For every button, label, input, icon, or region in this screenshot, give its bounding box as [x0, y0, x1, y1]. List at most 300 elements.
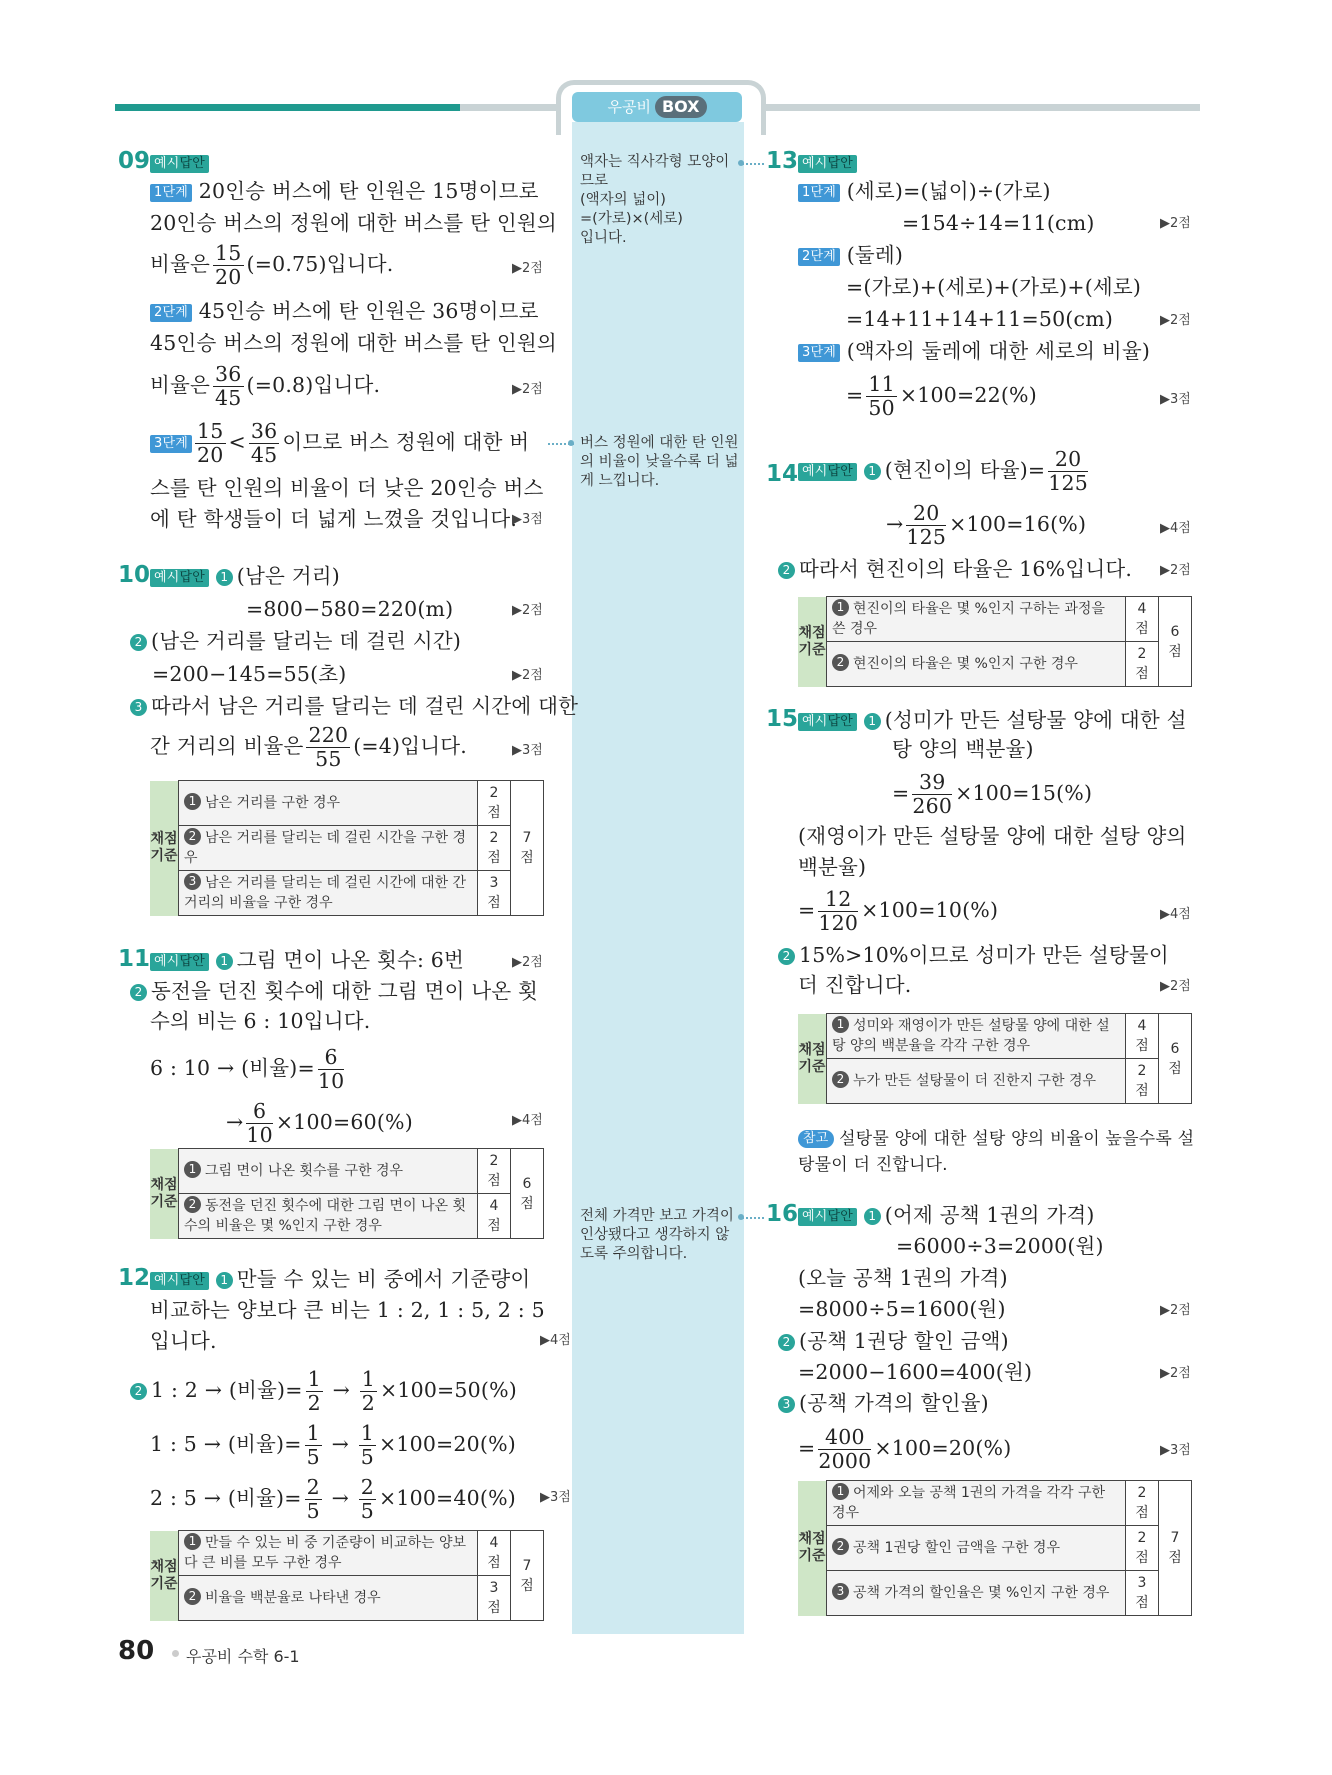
q15-scoring-table — [798, 1013, 1192, 1104]
q11-score-2-points: 4점 — [478, 1194, 511, 1239]
tag-example-b: 답안 — [827, 714, 854, 729]
q15-score-row-2 — [827, 1059, 1126, 1104]
q16-l7: (공책 가격의 할인율) — [799, 1391, 989, 1415]
circle-1-icon: 1 — [216, 1272, 233, 1289]
tag-example-b: 답안 — [827, 464, 854, 479]
q10-l4-points: ▶2점 — [512, 668, 543, 683]
q13-s1b: =154÷14=11(cm) — [902, 211, 1095, 235]
q13-s2-points: ▶2점 — [1160, 313, 1191, 328]
fraction-denominator: 2 — [307, 1391, 321, 1415]
q10-l2: =800−580=220(m) — [246, 597, 454, 621]
q09-number: 09 — [118, 148, 151, 174]
q11-l5-points: ▶4점 — [512, 1113, 543, 1128]
tag-example-a: 예시 — [802, 156, 828, 171]
q15-l8-points: ▶2점 — [1160, 979, 1191, 994]
q12-score-1-points: 4점 — [478, 1531, 511, 1576]
fraction-numerator: 1 — [307, 1367, 321, 1391]
q09-step1-line1 — [150, 178, 539, 204]
q09-example-tag — [150, 149, 209, 175]
q13-s1a: (세로)=(넓이)÷(가로) — [846, 179, 1051, 203]
q15-l5: 백분율) — [798, 855, 867, 879]
q09-s3a: 이므로 버스 정원에 대한 버 — [282, 430, 530, 454]
tag-example-b: 답안 — [179, 1273, 206, 1288]
step2-tag: 2단계 — [150, 304, 192, 322]
q15-l6-pre: = — [798, 898, 816, 922]
fraction-denominator: 50 — [868, 396, 895, 420]
q16-score-2-points: 2점 — [1126, 1526, 1159, 1571]
note-09 — [580, 434, 740, 491]
q13-s2a: (둘레) — [846, 243, 904, 267]
q12-line1 — [150, 1266, 530, 1292]
q12-r3-fraction-b — [359, 1476, 376, 1523]
q13-s3-pre: = — [846, 383, 864, 407]
q11-score-1-text: 그림 면이 나온 횟수를 구한 경우 — [205, 1163, 404, 1179]
q16-l5: (공책 1권당 할인 금액) — [799, 1329, 1009, 1353]
fraction-denominator: 260 — [912, 794, 953, 818]
q12-ratio-2 — [150, 1422, 516, 1469]
circle-2-icon: 2 — [130, 984, 147, 1001]
scoring-label: 채점 기준 — [150, 781, 179, 916]
q11-score-2-text: 동전을 던진 횟수에 대한 그림 면이 나온 횟수의 비율은 몇 %인지 구한 경우 — [184, 1198, 467, 1234]
fraction-denominator: 125 — [906, 525, 947, 549]
q09-s3-points: ▶3점 — [512, 512, 543, 527]
q14-l2-pre: → — [886, 512, 904, 536]
q12-r1-fraction-b — [360, 1368, 377, 1415]
q12-l3-points: ▶4점 — [540, 1333, 571, 1348]
q13-step3 — [798, 338, 1150, 364]
fraction-denominator: 5 — [306, 1499, 320, 1523]
q12-r3-points: ▶3점 — [540, 1490, 571, 1505]
q12-score-total: 7점 — [511, 1531, 544, 1621]
q09-step3-line1 — [150, 420, 529, 467]
q13-s2b: =(가로)+(세로)+(가로)+(세로) — [846, 275, 1142, 299]
q16-score-2-text: 공책 1권당 할인 금액을 구한 경우 — [853, 1540, 1060, 1556]
tag-example-a: 예시 — [802, 714, 828, 729]
q10-score-row-1 — [179, 781, 478, 826]
q10-line3 — [130, 628, 461, 654]
scoring-label: 채점 기준 — [798, 597, 827, 687]
arrow: → — [331, 1432, 349, 1456]
q15-l7: 15%>10%이므로 성미가 만든 설탕물이 — [799, 943, 1169, 967]
q12-l3: 입니다. — [150, 1329, 217, 1353]
q09-s2b: 45인승 버스의 정원에 대한 버스를 탄 인원의 — [150, 331, 557, 355]
q12-r1-post: ×100=50(%) — [379, 1378, 517, 1402]
q12-ratio-1 — [130, 1368, 517, 1415]
step3-tag: 3단계 — [798, 344, 840, 362]
fraction-numerator: 36 — [250, 419, 278, 443]
q12-r1-fraction-a — [306, 1368, 323, 1415]
scoring-label: 채점 기준 — [798, 1481, 827, 1616]
q11-score-row-1 — [179, 1149, 478, 1194]
q15-ref-b: 탕물이 더 진합니다. — [798, 1155, 948, 1175]
fraction-denominator: 20 — [197, 443, 224, 467]
q16-l4: =8000÷5=1600(원) — [798, 1297, 1006, 1321]
q10-l6-points: ▶3점 — [512, 743, 543, 758]
q11-fraction-1 — [318, 1046, 345, 1093]
circle-2-icon: 2 — [832, 1071, 849, 1088]
arrow: → — [331, 1486, 349, 1510]
circle-1-icon: 1 — [864, 713, 881, 730]
q14-score-1-text: 현진이의 타율은 몇 %인지 구하는 과정을 쓴 경우 — [832, 601, 1105, 637]
q12-r2-pre: 1 : 5 → (비율)= — [150, 1432, 302, 1456]
q11-l5-post: ×100=60(%) — [275, 1110, 413, 1134]
q16-l4-points: ▶2점 — [1160, 1303, 1191, 1318]
q11-score-row-2 — [179, 1194, 478, 1239]
scoring-label: 채점 기준 — [798, 1014, 827, 1104]
q12-r2-fraction-a — [305, 1422, 322, 1469]
fraction-denominator: 10 — [246, 1123, 273, 1147]
step1-tag: 1단계 — [798, 184, 840, 202]
q10-line1 — [150, 563, 340, 589]
fraction-numerator: 39 — [912, 771, 952, 795]
q13-s2c: =14+11+14+11=50(cm) — [846, 307, 1114, 331]
q16-score-total: 7점 — [1159, 1481, 1192, 1616]
circle-3-icon: 3 — [184, 873, 201, 890]
q16-fraction — [818, 1426, 871, 1473]
q10-score-1-text: 남은 거리를 구한 경우 — [205, 795, 341, 811]
fraction-numerator: 11 — [868, 372, 895, 396]
q16-l2: =6000÷3=2000(원) — [896, 1234, 1104, 1258]
circle-1-icon: 1 — [184, 793, 201, 810]
q15-line7 — [778, 942, 1169, 968]
note-16-leader — [742, 1217, 764, 1219]
circle-1-icon: 1 — [864, 463, 881, 480]
q16-l6: =2000−1600=400(원) — [798, 1360, 1033, 1384]
fraction-denominator: 2 — [361, 1391, 375, 1415]
tag-example-b: 답안 — [827, 1209, 854, 1224]
q10-l6-post: (=4)입니다. — [353, 734, 467, 758]
note-16-dot — [738, 1214, 744, 1220]
q09-s1c-pre: 비율은 — [150, 252, 211, 276]
q10-score-total: 7점 — [511, 781, 544, 916]
fraction-numerator: 6 — [318, 1046, 345, 1070]
q13-example-tag — [798, 149, 857, 175]
box-word: BOX — [655, 96, 707, 118]
q16-score-1-text: 어제와 오늘 공책 1권의 가격을 각각 구한 경우 — [832, 1485, 1105, 1521]
q15-l6-points: ▶4점 — [1160, 907, 1191, 922]
q15-l6-post: ×100=10(%) — [861, 898, 999, 922]
fraction-numerator: 220 — [308, 723, 349, 747]
tag-example-b: 답안 — [179, 156, 206, 171]
q15-ref-a: 설탕물 양에 대한 설탕 양의 비율이 높을수록 설 — [839, 1129, 1195, 1149]
footer-dot — [172, 1650, 179, 1657]
circle-1-icon: 1 — [184, 1533, 201, 1550]
q15-l2: 탕 양의 백분율) — [892, 737, 1034, 761]
q10-score-1-points: 2점 — [478, 781, 511, 826]
q09-s1c — [150, 242, 393, 289]
q09-fraction-2 — [213, 363, 244, 410]
q10-line5 — [130, 693, 578, 719]
q09-s1c-post: (=0.75)입니다. — [246, 252, 394, 276]
q15-line6 — [798, 888, 998, 935]
q16-scoring-table — [798, 1480, 1192, 1616]
tag-example-b: 답안 — [827, 156, 854, 171]
circle-2-icon: 2 — [184, 1196, 201, 1213]
fraction-denominator: 45 — [215, 386, 242, 410]
q15-score-2-points: 2점 — [1126, 1059, 1159, 1104]
box-column — [572, 122, 744, 1634]
q16-score-3-text: 공책 가격의 할인율은 몇 %인지 구한 경우 — [853, 1585, 1110, 1601]
q10-l2-points: ▶2점 — [512, 603, 543, 618]
tag-example-a: 예시 — [154, 1273, 180, 1288]
q15-fraction-2 — [818, 888, 858, 935]
q10-score-3-text: 남은 거리를 달리는 데 걸린 시간에 대한 간 거리의 비율을 구한 경우 — [184, 875, 467, 911]
q12-score-row-1 — [179, 1531, 478, 1576]
q14-score-2-text: 현진이의 타율은 몇 %인지 구한 경우 — [853, 656, 1078, 672]
fraction-numerator: 400 — [818, 1426, 871, 1450]
q09-s2c-post: (=0.8)입니다. — [246, 373, 381, 397]
q09-s2c — [150, 363, 380, 410]
q15-number: 15 — [766, 706, 799, 732]
q14-l3: 따라서 현진이의 타율은 16%입니다. — [799, 557, 1133, 581]
q11-number: 11 — [118, 946, 151, 972]
q15-score-1-text: 성미와 재영이가 만든 설탕물 양에 대한 설탕 양의 백분율을 각각 구한 경우 — [832, 1018, 1110, 1054]
note-09-text: 버스 정원에 대한 탄 인원의 비율이 낮을수록 더 넓게 느낍니다. — [580, 435, 739, 489]
q10-fraction — [306, 724, 350, 771]
q09-s2a: 45인승 버스에 탄 인원은 36명이므로 — [198, 299, 539, 323]
tag-example-a: 예시 — [802, 464, 828, 479]
q11-l5-pre: → — [226, 1110, 244, 1134]
fraction-numerator: 12 — [818, 888, 858, 912]
note-16 — [580, 1207, 740, 1264]
q10-number: 10 — [118, 562, 151, 588]
circle-1-icon: 1 — [832, 599, 849, 616]
q14-score-row-1 — [827, 597, 1126, 642]
note-13-leader — [742, 163, 764, 165]
fraction-denominator: 55 — [315, 747, 342, 771]
q16-l8-points: ▶3점 — [1160, 1443, 1191, 1458]
q12-score-row-2 — [179, 1576, 478, 1621]
circle-1-icon: 1 — [832, 1016, 849, 1033]
box-tab-label — [572, 92, 742, 122]
q14-score-2-points: 2점 — [1126, 642, 1159, 687]
q11-score-total: 6점 — [511, 1149, 544, 1239]
q15-l3-post: ×100=15(%) — [955, 781, 1093, 805]
tag-example-a: 예시 — [154, 570, 180, 585]
fraction-denominator: 2000 — [818, 1449, 872, 1473]
q16-l3: (오늘 공책 1권의 가격) — [798, 1266, 1008, 1290]
note-09-dot — [568, 440, 574, 446]
book-title: 우공비 수학 6-1 — [186, 1647, 300, 1666]
q14-line2 — [886, 502, 1086, 549]
q11-fraction-2 — [246, 1100, 273, 1147]
q16-line8 — [798, 1426, 1011, 1473]
note-16-text: 전체 가격만 보고 가격이 인상됐다고 생각하지 않도록 주의합니다. — [580, 1208, 734, 1262]
q12-score-1-text: 만들 수 있는 비 중 기준량이 비교하는 양보다 큰 비를 모두 구한 경우 — [184, 1535, 467, 1571]
fraction-denominator: 120 — [818, 911, 859, 935]
circle-2-icon: 2 — [184, 1588, 201, 1605]
q10-l4: =200−145=55(초) — [152, 662, 347, 686]
q10-score-row-2 — [179, 826, 478, 871]
circle-1-icon: 1 — [832, 1483, 849, 1500]
tag-example-a: 예시 — [154, 156, 180, 171]
circle-2-icon: 2 — [778, 1334, 795, 1351]
q09-s1-points: ▶2점 — [512, 261, 543, 276]
q12-r3-post: ×100=40(%) — [378, 1486, 516, 1510]
header-rule-dark — [115, 104, 460, 111]
note-13-text: 액자는 직사각형 모양이므로 (액자의 넓이) =(가로)×(세로) 입니다. — [580, 154, 730, 246]
q16-l6-points: ▶2점 — [1160, 1366, 1191, 1381]
fraction-denominator: 125 — [1048, 471, 1089, 495]
q12-r3-pre: 2 : 5 → (비율)= — [150, 1486, 302, 1510]
box-label-text: 우공비 — [607, 98, 651, 116]
q12-r2-fraction-b — [359, 1422, 376, 1469]
q11-scoring-table — [150, 1148, 544, 1239]
arrow: → — [332, 1378, 350, 1402]
q10-score-2-points: 2점 — [478, 826, 511, 871]
tag-example-b: 답안 — [179, 954, 206, 969]
q10-scoring-table — [150, 780, 544, 916]
fraction-denominator: 45 — [250, 443, 278, 467]
circle-2-icon: 2 — [778, 562, 795, 579]
q09-s3b: 스를 탄 인원의 비율이 더 낮은 20인승 버스 — [150, 476, 544, 500]
q14-line1 — [798, 448, 1091, 495]
fraction-denominator: 5 — [306, 1445, 320, 1469]
q16-line5 — [778, 1328, 1009, 1354]
circle-2-icon: 2 — [184, 828, 201, 845]
q16-score-row-3 — [827, 1571, 1126, 1616]
q12-r1-pre: 1 : 2 → (비율)= — [151, 1378, 303, 1402]
q14-score-row-2 — [827, 642, 1126, 687]
q13-fraction — [866, 373, 897, 420]
q12-ratio-3 — [150, 1476, 516, 1523]
fraction-numerator: 1 — [306, 1421, 320, 1445]
q12-score-2-points: 3점 — [478, 1576, 511, 1621]
q11-l1-points: ▶2점 — [512, 955, 543, 970]
q15-line3 — [892, 771, 1092, 818]
q16-score-row-1 — [827, 1481, 1126, 1526]
circle-3-icon: 3 — [778, 1396, 795, 1413]
q11-score-1-points: 2점 — [478, 1149, 511, 1194]
circle-3-icon: 3 — [832, 1583, 849, 1600]
q14-fraction-1 — [1048, 448, 1088, 495]
q16-l8-pre: = — [798, 1436, 816, 1460]
q12-r2-post: ×100=20(%) — [378, 1432, 516, 1456]
q15-l8: 더 진합니다. — [798, 973, 912, 997]
circle-2-icon: 2 — [778, 948, 795, 965]
q16-number: 16 — [766, 1201, 799, 1227]
q13-s1-points: ▶2점 — [1160, 216, 1191, 231]
q12-l2: 비교하는 양보다 큰 비는 1 : 2, 1 : 5, 2 : 5 — [150, 1298, 545, 1322]
circle-2-icon: 2 — [130, 634, 147, 651]
q09-fraction-3a — [195, 420, 226, 467]
q13-step1 — [798, 178, 1051, 204]
q09-step2-line1 — [150, 298, 539, 324]
q16-line7 — [778, 1390, 989, 1416]
fraction-numerator: 1 — [361, 1367, 375, 1391]
q15-l4: (재영이가 만든 설탕물 양에 대한 설탕 양의 — [798, 824, 1187, 848]
q15-l1: (성미가 만든 설탕물 양에 대한 설 — [884, 708, 1187, 732]
q15-score-2-text: 누가 만든 설탕물이 더 진한지 구한 경우 — [853, 1073, 1097, 1089]
q13-s3-calc — [846, 373, 1037, 420]
q12-score-2-text: 비율을 백분율로 나타낸 경우 — [205, 1590, 381, 1606]
note-13-dot — [738, 160, 744, 166]
q15-reference-line1 — [798, 1126, 1194, 1152]
q09-s3c: 에 탄 학생들이 더 넓게 느꼈을 것입니다. — [150, 507, 518, 531]
q11-l3: 수의 비는 6 : 10입니다. — [150, 1009, 371, 1033]
q16-l1: (어제 공책 1권의 가격) — [884, 1203, 1095, 1227]
q16-score-3-points: 3점 — [1126, 1571, 1159, 1616]
q12-l1: 만들 수 있는 비 중에서 기준량이 — [236, 1267, 531, 1291]
q12-number: 12 — [118, 1265, 151, 1291]
fraction-numerator: 2 — [306, 1475, 320, 1499]
q11-line1 — [150, 947, 464, 973]
circle-3-icon: 3 — [130, 699, 147, 716]
q09-less-than: < — [228, 430, 246, 454]
q11-line4 — [150, 1046, 347, 1093]
tag-example-b: 답안 — [179, 570, 206, 585]
q10-l5: 따라서 남은 거리를 달리는 데 걸린 시간에 대한 — [151, 694, 579, 718]
q13-s3-post: ×100=22(%) — [899, 383, 1037, 407]
fraction-denominator: 10 — [317, 1069, 345, 1093]
q16-l8-post: ×100=20(%) — [874, 1436, 1012, 1460]
page-number: 80 — [118, 1636, 155, 1666]
fraction-numerator: 20 — [906, 502, 946, 526]
fraction-denominator: 20 — [215, 265, 242, 289]
q15-fraction-1 — [912, 771, 952, 818]
q11-l1: 그림 면이 나온 횟수: 6번 — [236, 948, 465, 972]
q13-s3a: (액자의 둘레에 대한 세로의 비율) — [846, 339, 1151, 363]
q10-l1: (남은 거리) — [236, 564, 340, 588]
q14-l2-points: ▶4점 — [1160, 521, 1191, 536]
q15-l3-pre: = — [892, 781, 910, 805]
circle-1-icon: 1 — [864, 1208, 881, 1225]
q15-line1 — [798, 707, 1187, 733]
step1-tag: 1단계 — [150, 184, 192, 202]
circle-1-icon: 1 — [216, 569, 233, 586]
q15-score-row-1 — [827, 1014, 1126, 1059]
circle-2-icon: 2 — [832, 654, 849, 671]
q16-line1 — [798, 1202, 1095, 1228]
q09-s2-points: ▶2점 — [512, 382, 543, 397]
step2-tag: 2단계 — [798, 248, 840, 266]
q09-s1a: 20인승 버스에 탄 인원은 15명이므로 — [198, 179, 539, 203]
fraction-numerator: 1 — [360, 1421, 374, 1445]
q10-score-2-text: 남은 거리를 달리는 데 걸린 시간을 구한 경우 — [184, 830, 467, 866]
q09-fraction-3b — [249, 420, 280, 467]
q09-fraction-1 — [213, 242, 244, 289]
step3-tag: 3단계 — [150, 435, 192, 453]
q14-score-total: 6점 — [1159, 597, 1192, 687]
fraction-numerator: 20 — [1048, 448, 1088, 472]
q14-number: 14 — [766, 461, 799, 487]
q14-fraction-2 — [906, 502, 946, 549]
q10-l3: (남은 거리를 달리는 데 걸린 시간) — [151, 629, 462, 653]
q16-score-row-2 — [827, 1526, 1126, 1571]
q15-score-total: 6점 — [1159, 1014, 1192, 1104]
fraction-numerator: 36 — [215, 362, 242, 386]
tag-example-a: 예시 — [154, 954, 180, 969]
scoring-label: 채점 기준 — [150, 1531, 179, 1621]
q11-l4-pre: 6 : 10 → (비율)= — [150, 1056, 315, 1080]
circle-1-icon: 1 — [184, 1161, 201, 1178]
reference-tag: 참고 — [798, 1130, 834, 1148]
q13-step2 — [798, 242, 903, 268]
q10-l6-pre: 간 거리의 비율은 — [150, 734, 304, 758]
fraction-denominator: 5 — [360, 1445, 374, 1469]
q16-score-1-points: 2점 — [1126, 1481, 1159, 1526]
q12-scoring-table — [150, 1530, 544, 1621]
circle-2-icon: 2 — [130, 1383, 147, 1400]
fraction-numerator: 15 — [215, 241, 242, 265]
circle-2-icon: 2 — [832, 1538, 849, 1555]
q11-line5 — [226, 1100, 413, 1147]
q14-l1-pre: (현진이의 타율)= — [884, 458, 1046, 482]
q14-l2-post: ×100=16(%) — [949, 512, 1087, 536]
fraction-numerator: 6 — [246, 1100, 273, 1124]
q15-score-1-points: 4점 — [1126, 1014, 1159, 1059]
q13-number: 13 — [766, 148, 799, 174]
